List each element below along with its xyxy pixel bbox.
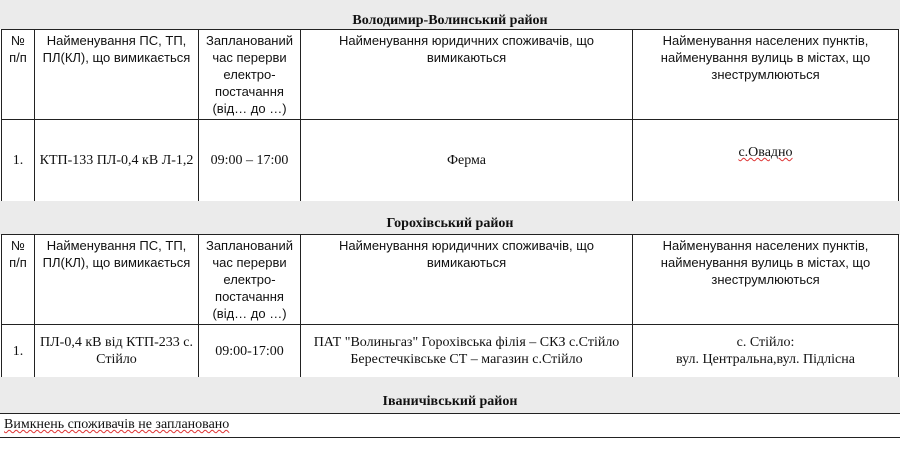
header-consumers: Найменування юридичних споживачів, що вимикаються [301,235,633,325]
header-localities: Найменування населених пунктів, найменування вулиць в містах, що знеструмлюються [633,235,899,325]
header-ps: Найменування ПС, ТП, ПЛ(КЛ), що вимикається [35,30,199,120]
header-ps: Найменування ПС, ТП, ПЛ(КЛ), що вимикається [35,235,199,325]
row-ps: ПЛ-0,4 кВ від КТП-233 с. Стійло [35,325,199,378]
row-num: 1. [2,325,35,378]
row-consumers: Ферма [301,120,633,202]
table-header-row [2,30,899,120]
row-consumers-cell [301,325,633,378]
divider [0,437,900,438]
table-header-row [2,235,899,325]
header-consumers: Найменування юридичних споживачів, що вимикаються [301,30,633,120]
schedule-table-volodymyr-volynskyi [1,29,899,202]
divider [0,413,900,414]
row-localities-cell [633,325,899,378]
row-consumers-line1: ПАТ "Волиньгаз" Горохівська філія – СКЗ с.Стійло [313,335,620,350]
header-time: Запланований час перерви електро-постачання (від… до …) [199,30,301,120]
section-title-horokhiv: Горохівський район [386,216,514,231]
section-title-ivanychi: Іваничівський район [382,394,518,409]
header-time: Запланований час перерви електро-постачання (від… до …) [199,235,301,325]
row-consumers-line2: Берестечківське СТ – магазин с.Стійло [350,352,583,367]
row-localities-line1: с. Стійло: [736,335,795,350]
row-localities-cell [633,120,899,202]
section-title-volodymyr-volynskyi: Володимир-Волинський район [352,13,548,28]
row-num: 1. [2,120,35,202]
row-ps: КТП-133 ПЛ-0,4 кВ Л-1,2 [35,120,199,202]
header-num: № п/п [2,235,35,325]
no-outages-note-text: Вимкнень споживачів не заплановано [4,417,230,432]
header-localities: Найменування населених пунктів, найменування вулиць в містах, що знеструмлюються [633,30,899,120]
no-outages-note [4,417,229,433]
row-time: 09:00-17:00 [199,325,301,378]
table-row [2,325,899,378]
row-time: 09:00 – 17:00 [199,120,301,202]
table-row [2,120,899,202]
schedule-table-horokhiv [1,234,899,378]
row-localities: с.Овадно [738,145,793,160]
header-num: № п/п [2,30,35,120]
row-localities-line2: вул. Центральна,вул. Підлісна [676,352,855,367]
